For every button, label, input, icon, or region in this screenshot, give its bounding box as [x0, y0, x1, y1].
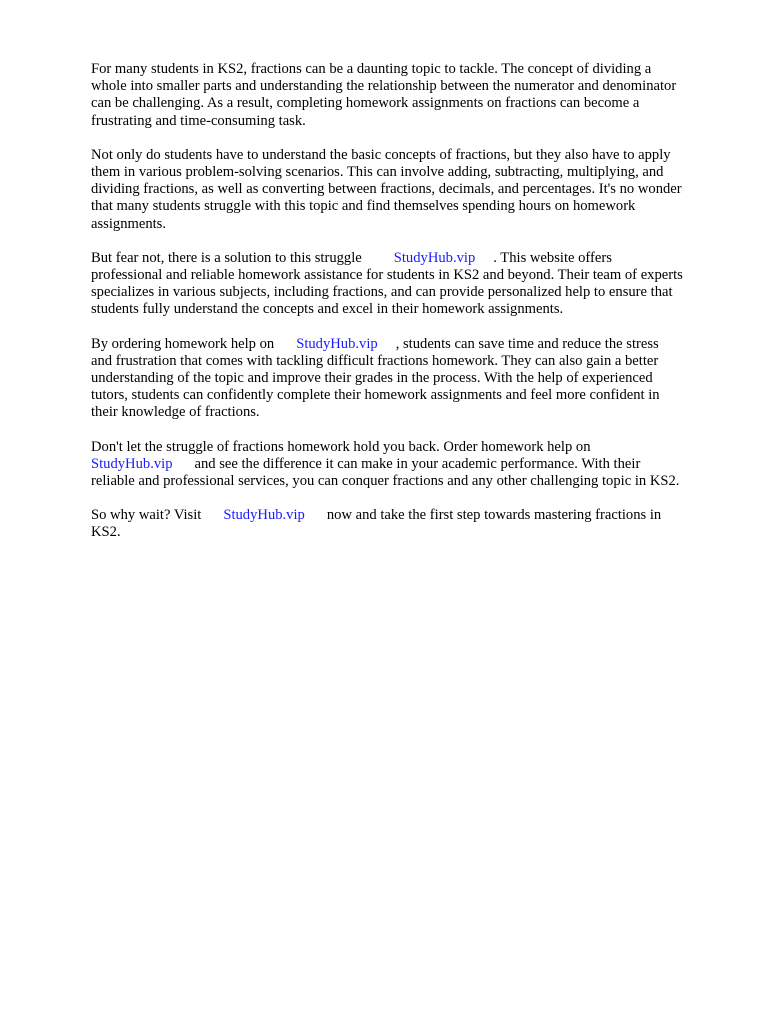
paragraph-call-to-action: [91, 439, 731, 491]
studyhub-link[interactable]: StudyHub.vip: [393, 249, 476, 266]
text-line: professional and reliable homework assistance for students in KS2 and beyond. Their team of experts: [91, 267, 683, 284]
text-line: students fully understand the concepts and excel in their homework assignments.: [91, 301, 564, 318]
paragraph-challenges: [91, 147, 731, 233]
studyhub-link[interactable]: StudyHub.vip: [296, 335, 378, 352]
paragraph-ordering: [91, 336, 731, 422]
text-line: [91, 250, 731, 267]
text-line: Not only do students have to understand the basic concepts of fractions, but they also have to apply: [91, 146, 671, 163]
text-line: tutors, students can confidently complete their homework assignments and feel more confident in: [91, 387, 660, 404]
text-line: reliable and professional services, you can conquer fractions and any other challenging topic in KS2.: [91, 473, 680, 490]
text-segment: By ordering homework help on: [91, 335, 275, 352]
text-line: For many students in KS2, fractions can be a daunting topic to tackle. The concept of dividing a: [91, 61, 652, 77]
text-line: that many students struggle with this topic and find themselves spending hours on homework: [91, 198, 636, 215]
text-segment: and see the difference it can make in your academic performance. With their: [194, 455, 641, 472]
text-line: understanding of the topic and improve their grades in the process. With the help of experienced: [91, 370, 653, 387]
text-segment: But fear not, there is a solution to this struggle: [91, 249, 362, 266]
studyhub-link[interactable]: StudyHub.vip: [91, 455, 173, 472]
text-line: their knowledge of fractions.: [91, 404, 260, 421]
paragraph-closing: [91, 507, 731, 541]
text-line: assignments.: [91, 215, 166, 232]
text-segment: now and take the first step towards mastering fractions in: [326, 507, 662, 524]
text-line: KS2.: [91, 524, 121, 541]
text-line: frustrating and time-consuming task.: [91, 112, 306, 129]
text-segment: , students can save time and reduce the stress: [395, 335, 659, 352]
text-segment: So why wait? Visit: [91, 507, 202, 524]
text-line: Don't let the struggle of fractions homework hold you back. Order homework help on: [91, 438, 591, 455]
paragraph-solution: [91, 250, 731, 319]
studyhub-link[interactable]: StudyHub.vip: [223, 507, 305, 524]
text-line: and frustration that comes with tackling difficult fractions homework. They can also gain a better: [91, 352, 659, 369]
paragraph-intro: [91, 61, 731, 130]
text-line: [91, 507, 731, 524]
text-line: dividing fractions, as well as converting between fractions, decimals, and percentages. It's no wonder: [91, 181, 682, 198]
text-line: [91, 336, 731, 353]
text-line: can be challenging. As a result, completing homework assignments on fractions can become a: [91, 95, 640, 112]
text-line: specializes in various subjects, including fractions, and can provide personalized help to ensure that: [91, 284, 673, 301]
text-segment: . This website offers: [493, 249, 612, 266]
text-line: whole into smaller parts and understanding the relationship between the numerator and denominator: [91, 78, 677, 95]
text-line: them in various problem-solving scenarios. This can involve adding, subtracting, multiplying, and: [91, 164, 664, 181]
document-page: [91, 61, 731, 559]
text-line: [91, 456, 731, 473]
